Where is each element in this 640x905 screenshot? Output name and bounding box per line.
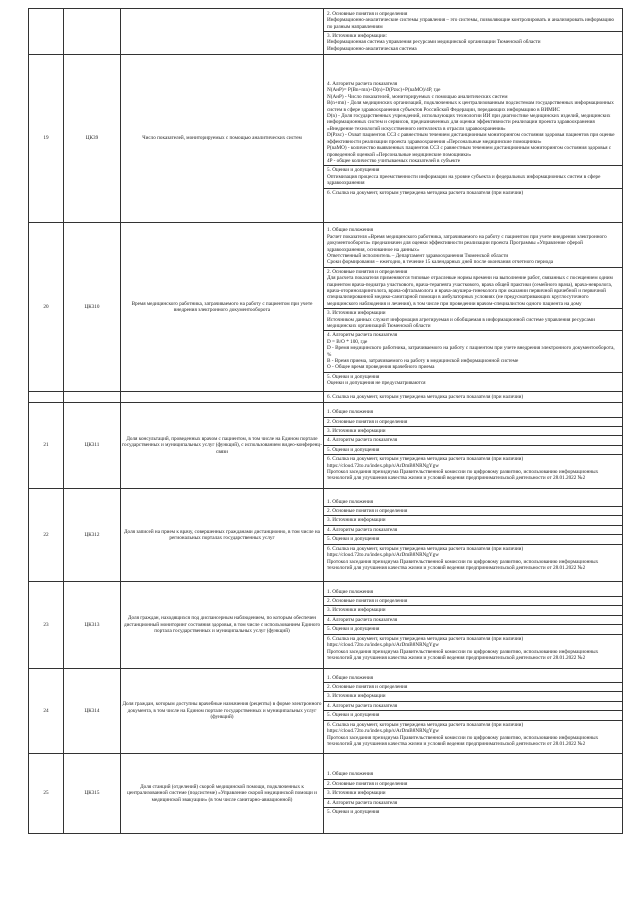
section-text: D(Pzsc) - Охват пациентов ССЗ с равнестным течением дистанционным мониторингом состояния здоровья пациентов при оценке эффективности реализации проекта здравоохранения «Персональные медицинские помощники»: [327, 132, 615, 145]
section-heading: 6. Ссылка на документ, которым утверждена методика расчета показателя (при наличии): [327, 393, 524, 400]
row-number-cell: 25: [29, 754, 64, 834]
section-heading: 1. Общие положения: [327, 588, 374, 595]
document-page: [28, 8, 618, 834]
methodology-section: [324, 702, 622, 711]
section-heading: 1. Общие положения: [327, 771, 374, 778]
section-heading: 1. Общие положения: [327, 409, 374, 416]
methodology-cell: [324, 489, 623, 582]
methodology-section: [324, 616, 622, 625]
section-text: https://cloud.72to.ru/index.php/s/ArDmB8NRNgYgw: [327, 462, 439, 469]
row-number-cell: 24: [29, 669, 64, 754]
section-heading: 4. Алгоритм расчета показателя: [327, 799, 398, 806]
section-heading: 6. Ссылка на документ, которым утверждена методика расчета показателя (при наличии): [327, 189, 524, 196]
methodology-section: [324, 526, 622, 535]
methodology-section: [324, 692, 622, 701]
section-heading: 5. Оценки и допущения: [327, 536, 380, 543]
section-heading: 6. Ссылка на документ, которым утверждена методика расчета показателя (при наличии): [327, 635, 524, 642]
section-heading: 4. Алгоритм расчета показателя: [327, 437, 398, 444]
section-heading: 6. Ссылка на документ, которым утверждена методика расчета показателя (при наличии): [327, 721, 524, 728]
section-heading: 5. Оценки и допущения: [327, 626, 380, 633]
section-text: D - Время медицинского работника, затрачиваемого на работу с пациентом при учете внедрения электронного документооборота, %: [327, 345, 615, 358]
indicator-code-cell: ЦК312: [64, 489, 121, 582]
section-heading: 2. Основные понятия и определения: [327, 780, 408, 787]
methodology-section: [324, 455, 622, 483]
section-text: Протокол заседания президиума Правительственной комиссии по цифровому развитию, использованию информационных технологий для улучшения качества жизни и условий ведения предпринимательской деятельности от 28.01.2022 №2: [327, 734, 599, 747]
section-text: Информационно-аналитическая система: [327, 45, 417, 52]
section-heading: 2. Основные понятия и определения: [327, 598, 408, 605]
row-number-cell: 19: [29, 55, 64, 223]
row-number-cell: 23: [29, 582, 64, 669]
section-heading: 4. Алгоритм расчета показателя: [327, 616, 398, 623]
methodology-cell: [324, 582, 623, 669]
methodology-section: [324, 507, 622, 516]
methodology-section: [324, 446, 622, 455]
methodology-section: [324, 436, 622, 445]
section-text: B(n+mn) - Доля медицинских организаций, подключенных к централизованным подсистемам государственных информационных систем в сфере здравоохранения субъектов Российской Федерации, передающих информацию в ВИМИС: [327, 100, 614, 113]
section-text: Протокол заседания президиума Правительственной комиссии по цифровому развитию, использованию информационных технологий для улучшения качества жизни и условий ведения предпринимательской деятельности от 28.01.2022 №2: [327, 648, 599, 661]
section-heading: 3. Источники информации: [327, 310, 386, 317]
section-text: N(АнР)= P(Bn+mn)+D(n)+D(Pzsc)+P(naMO)/4P, где: [327, 87, 441, 94]
section-text: Оценки и допущения не предусматриваются: [327, 380, 426, 387]
table-row: [29, 223, 623, 392]
indicator-name-cell: Доля граждан, находящихся под диспансерным наблюдением, по которым обеспечен дистанционный мониторинг состояния здоровья, в том числе с использованием Единого портала государственных и муниципальных услуг (функций): [121, 582, 324, 669]
section-heading: 1. Общие положения: [327, 498, 374, 505]
indicator-code-cell: [64, 9, 121, 55]
methodology-section: [324, 10, 622, 32]
methodology-section: [324, 683, 622, 692]
methodology-section: [324, 309, 622, 331]
section-heading: 3. Источники информации:: [327, 33, 387, 39]
section-heading: 1. Общие положения: [327, 674, 374, 681]
indicator-name-cell: Доля граждан, которым доступны врачебные назначения (рецепты) в форме электронного документа, в том числе на Едином портале государственных и муниципальных услуг (функций): [121, 669, 324, 754]
section-heading: 3. Источники информации: [327, 427, 386, 434]
methodology-section: [324, 516, 622, 525]
section-text: Сроки формирования – ежегодно, в течение 15 календарных дней после окончания отчетного периода: [327, 259, 554, 266]
methodology-section: [324, 166, 622, 188]
indicator-name-cell: Число показателей, мониторируемых с помощью аналитических систем: [121, 55, 324, 223]
section-heading: 5. Оценки и допущения: [327, 446, 380, 453]
indicators-table: [28, 8, 623, 834]
methodology-section: [324, 808, 622, 816]
methodology-section: [324, 189, 622, 197]
methodology-cell: [324, 392, 623, 403]
methodology-cell: [324, 669, 623, 754]
methodology-cell: [324, 754, 623, 834]
section-text: 4P - общее количество учитываемых показателей в субъекте: [327, 157, 461, 164]
indicator-code-cell: ЦК311: [64, 403, 121, 489]
section-heading: 4. Алгоритм расчета показателя: [327, 702, 398, 709]
methodology-section: [324, 799, 622, 808]
section-heading: 3. Источники информации: [327, 517, 386, 524]
methodology-cell: [324, 403, 623, 489]
table-row: [29, 9, 623, 55]
section-text: O - Общее время проведения врачебного приема: [327, 364, 435, 371]
section-heading: 2. Основные понятия и определения: [327, 508, 408, 515]
section-text: Для расчета показателя применяются типовые отраслевые нормы времени на выполнение работ, связанных с посещением одним пациентом врача-педиатра участкового, врача-терапевта участкового, врача общей практики (семейного врача), врача-невролога, врача-оториноларинголога, врача-офтальмолога и врача-акушера-гинеколога при оказании первичной врачебной и первичной специализированной медико-санитарной помощи в амбулаторных условиях (не предусматривающих круглосуточного медицинского наблюдения и лечения), в том числе при проведении врачом-специалистом одного пациента на дому: [327, 275, 613, 307]
section-heading: 3. Источники информации: [327, 790, 386, 797]
indicator-code-cell: ЦК313: [64, 582, 121, 669]
indicator-name-cell: Доля записей на прием к врачу, совершенных гражданами дистанционно, в том числе на региональных порталах государственных услуг: [121, 489, 324, 582]
row-number-cell: [29, 392, 64, 403]
indicator-name-cell: Время медицинского работника, затрачиваемого на работу с пациентом при учете внедрения электронного документооборота: [121, 223, 324, 392]
indicator-name-cell: Доля станций (отделений) скорой медицинской помощи, подключенных к централизованной системе (подсистеме) «Управление скорой медицинской помощи и медицинской эвакуации» (в том числе санитарно-авиационной): [121, 754, 324, 834]
section-text: Расчет показателя «Время медицинского работника, затрачиваемого на работу с пациентом при учете внедрения электронного документооборота» предназначен для оценки эффективности реализации проекта Программы «Управление сферой здравоохранения, основанное на данных»: [327, 233, 607, 253]
methodology-cell: [324, 9, 623, 55]
section-heading: 6. Ссылка на документ, которым утверждена методика расчета показателя (при наличии): [327, 456, 524, 463]
section-heading: 5. Оценки и допущения: [327, 809, 380, 816]
methodology-section: [324, 226, 622, 267]
methodology-section: [324, 711, 622, 720]
section-text: Информационно-аналитические системы управления – это системы, позволяющие контролировать и анализировать информацию по разным направлениям: [327, 17, 614, 30]
section-heading: 5. Оценки и допущения: [327, 373, 380, 380]
methodology-section: [324, 80, 622, 166]
section-text: D = B/O * 100, где: [327, 338, 368, 345]
table-row: [29, 403, 623, 489]
indicator-code-cell: ЦК314: [64, 669, 121, 754]
methodology-section: [324, 588, 622, 597]
row-number-cell: 22: [29, 489, 64, 582]
section-text: Информационная система управления ресурсами медицинской организации Тюменской области: [327, 39, 541, 46]
methodology-section: [324, 674, 622, 683]
section-heading: 2. Основные понятия и определения: [327, 10, 408, 17]
methodology-section: [324, 418, 622, 427]
section-heading: 2. Основные понятия и определения: [327, 418, 408, 425]
indicator-name-cell: [121, 392, 324, 403]
section-text: https://cloud.72to.ru/index.php/s/ArDmB8NRNgYgw: [327, 552, 439, 559]
methodology-section: [324, 535, 622, 544]
section-text: Оптимизация процесса преемственности информации на уровне субъекта и федеральных информационных систем в сфере здравоохранения: [327, 173, 601, 187]
methodology-section: [324, 393, 622, 401]
section-heading: 4. Алгоритм расчета показателя: [327, 332, 398, 339]
table-row: [29, 754, 623, 834]
section-text: B - Время приема, затрачиваемого на работу в медицинской информационной системе: [327, 358, 519, 365]
section-text: https://cloud.72to.ru/index.php/s/ArDmB8NRNgYgw: [327, 642, 439, 649]
section-text: Ответственный исполнитель – Департамент здравоохранения Тюменской области: [327, 252, 509, 259]
section-text: Источником данных служит информация агрегируемая и обобщаемая в информационной системе управления ресурсами медицинских организаций Тюменской области: [327, 316, 595, 330]
methodology-section: [324, 373, 622, 388]
methodology-section: [324, 545, 622, 573]
section-heading: 5. Оценки и допущения: [327, 167, 380, 174]
section-text: N(АнР) - Число показателей, мониторируемых с помощью аналитических систем: [327, 93, 508, 100]
indicator-code-cell: [64, 392, 121, 403]
indicator-code-cell: ЦК39: [64, 55, 121, 223]
methodology-cell: [324, 223, 623, 392]
methodology-section: [324, 331, 622, 372]
row-number-cell: 21: [29, 403, 64, 489]
indicator-code-cell: ЦК310: [64, 223, 121, 392]
section-heading: 3. Источники информации: [327, 607, 386, 614]
methodology-cell: [324, 55, 623, 223]
methodology-section: [324, 606, 622, 615]
indicator-code-cell: ЦК315: [64, 754, 121, 834]
methodology-section: [324, 789, 622, 798]
row-number-cell: [29, 9, 64, 55]
section-text: https://cloud.72to.ru/index.php/s/ArDmB8NRNgYgw: [327, 728, 439, 735]
section-heading: 2. Основные понятия и определения: [327, 684, 408, 691]
methodology-section: [324, 498, 622, 507]
section-heading: 4. Алгоритм расчета показателя: [327, 81, 398, 88]
section-text: Протокол заседания президиума Правительственной комиссии по цифровому развитию, использованию информационных технологий для улучшения качества жизни и условий ведения предпринимательской деятельности от 28.01.2022 №2: [327, 469, 599, 482]
section-heading: 4. Алгоритм расчета показателя: [327, 526, 398, 533]
methodology-section: [324, 780, 622, 789]
section-text: Протокол заседания президиума Правительственной комиссии по цифровому развитию, использованию информационных технологий для улучшения качества жизни и условий ведения предпринимательской деятельности от 28.01.2022 №2: [327, 558, 599, 571]
indicator-name-cell: Доля консультаций, проведенных врачом с пациентом, в том числе на Едином портале государственных и муниципальных услуг (функций), с использованием видео-конференц-связи: [121, 403, 324, 489]
section-heading: 2. Основные понятия и определения: [327, 268, 408, 275]
methodology-section: [324, 625, 622, 634]
table-row: [29, 489, 623, 582]
methodology-section: [324, 32, 622, 53]
methodology-section: [324, 770, 622, 779]
section-text: P(naMO) - количество выявленных пациентов ССЗ с равнестным течением дистанционным мониторингом состояния здоровья с проведенной оценкой «Персональные медицинские помощники»: [327, 145, 612, 158]
section-heading: 6. Ссылка на документ, которым утверждена методика расчета показателя (при наличии): [327, 545, 524, 552]
methodology-section: [324, 427, 622, 436]
indicator-name-cell: [121, 9, 324, 55]
table-row: [29, 55, 623, 223]
section-heading: 3. Источники информации: [327, 693, 386, 700]
methodology-section: [324, 408, 622, 417]
methodology-section: [324, 635, 622, 663]
section-heading: 1. Общие положения: [327, 227, 374, 234]
table-row: [29, 392, 623, 403]
table-row: [29, 582, 623, 669]
row-number-cell: 20: [29, 223, 64, 392]
methodology-section: [324, 597, 622, 606]
section-text: D(n) - Доля государственных учреждений, использующих технологии ИИ при диагностике медицинских изделий, медицинских информационных систем и сервисов, предназначенных для оценки эффективности реализации проекта здравоохранения «Внедрение технологий искусственного интеллекта в отрасли здравоохранения»: [327, 113, 611, 132]
table-row: [29, 669, 623, 754]
methodology-section: [324, 721, 622, 749]
methodology-section: [324, 268, 622, 309]
section-heading: 5. Оценки и допущения: [327, 712, 380, 719]
